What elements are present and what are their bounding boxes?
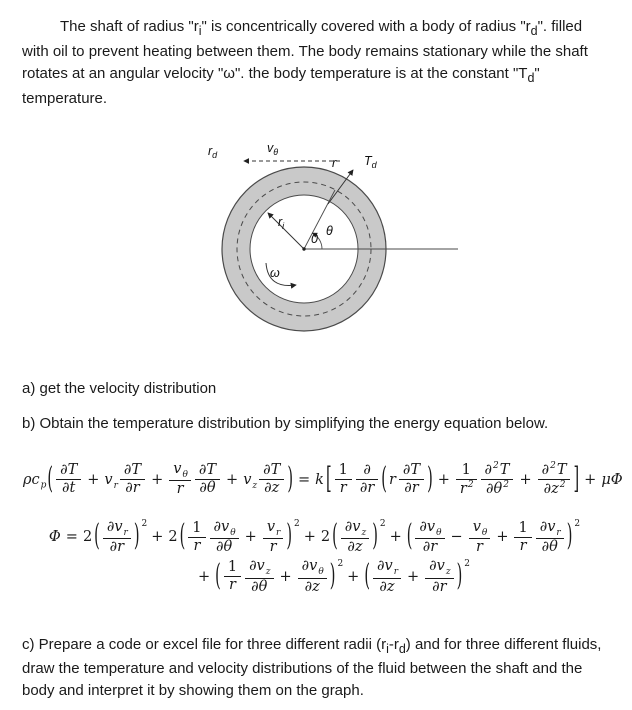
math-den (103, 539, 131, 556)
math-msub: θ (230, 527, 236, 538)
equation-energy (22, 461, 623, 499)
math-num (356, 462, 378, 480)
math-mop: + (437, 471, 450, 488)
math-msym: r (228, 577, 236, 594)
math-msym: ∂r (404, 480, 419, 497)
math-msym: ∂z (264, 480, 280, 497)
math-num (263, 519, 284, 539)
math-frac (356, 462, 378, 497)
math-msub: z (361, 527, 367, 538)
math-den (259, 480, 284, 497)
math-gsup: 2 (337, 558, 344, 569)
math-frac (103, 519, 131, 557)
math-ginner (186, 518, 285, 556)
math-msym: ∂v (213, 518, 230, 535)
math-msub: θ (436, 527, 442, 538)
math-den (195, 480, 220, 497)
math-frac (425, 558, 453, 596)
math-ginner (333, 461, 573, 498)
subscript: d (398, 641, 406, 656)
math-br: ) (566, 520, 573, 554)
text-run: -r (388, 635, 399, 653)
math-msub: θ (318, 567, 324, 578)
math-num (195, 462, 220, 480)
math-den (169, 481, 191, 498)
math-frac (373, 558, 401, 596)
math-msym: T (499, 462, 510, 479)
math-grpwrap (363, 558, 470, 596)
math-msym: ∂z (543, 481, 559, 498)
math-msym: ∂ (363, 462, 371, 479)
math-br: ( (364, 560, 370, 594)
math-frac (341, 519, 369, 557)
math-br: ) (133, 520, 140, 554)
intro-paragraph (22, 16, 606, 111)
math-msym: v (243, 471, 252, 488)
math-ginner (101, 518, 133, 556)
math-mop: + (407, 568, 420, 585)
math-gsup: 2 (464, 558, 470, 569)
math-msym: ∂v (106, 518, 123, 535)
math-mnum: 1 (227, 559, 238, 576)
math-msym: ∂T (60, 462, 78, 479)
math-mnum: 2 (320, 529, 331, 546)
part-c-text (22, 634, 606, 702)
label-ri: $r_i$ (278, 214, 285, 231)
math-br: ) (372, 520, 378, 554)
math-msub: r (123, 527, 128, 538)
math-num (188, 520, 205, 538)
math-msym: ρc (23, 471, 40, 488)
math-msym: ∂z (304, 578, 320, 595)
math-frac (263, 519, 284, 557)
math-den (263, 539, 284, 556)
math-msym: ∂θ (251, 578, 268, 595)
math-msub: r (393, 567, 398, 578)
math-msub: r (276, 527, 281, 538)
math-frac (298, 558, 327, 596)
math-gsup: 2 (379, 519, 386, 530)
subscript: i (386, 641, 389, 656)
math-mnum: 1 (192, 519, 202, 536)
math-msub: p (40, 480, 47, 491)
math-den (356, 480, 378, 497)
math-msym: ∂θ (215, 539, 233, 556)
math-num (514, 520, 531, 538)
math-den (188, 538, 205, 555)
math-mop: = (297, 471, 311, 488)
math-br: [ (325, 463, 332, 497)
subscript: d (527, 71, 535, 86)
math-grpwrap (214, 558, 343, 596)
math-mnum: 2 (168, 529, 178, 546)
math-ginner (54, 461, 286, 498)
math-frac (536, 519, 564, 557)
math-msup: 2 (559, 480, 566, 491)
math-num (373, 558, 401, 578)
math-den (456, 480, 477, 498)
math-msym: ∂r (125, 480, 140, 497)
math-msub: r (556, 527, 561, 538)
math-gsup: 2 (574, 519, 581, 530)
math-msub: θ (182, 469, 188, 480)
math-ginner (371, 558, 456, 595)
math-grpwrap (406, 519, 580, 557)
math-mnum: 1 (461, 461, 471, 478)
math-num (399, 462, 424, 480)
math-den (224, 577, 241, 594)
math-ginner (388, 462, 426, 497)
math-num (120, 462, 145, 480)
math-num (425, 558, 453, 578)
math-num (298, 558, 327, 578)
math-num (210, 519, 239, 539)
annulus-diagram (164, 123, 464, 351)
math-mop: + (519, 471, 532, 488)
center-point (302, 247, 305, 250)
math-msym: ∂ (541, 462, 550, 479)
label-zero: 0 (311, 231, 318, 246)
math-msup: 2 (493, 461, 499, 472)
math-msym: r (339, 480, 347, 497)
math-num (335, 462, 352, 480)
math-br: ) (427, 463, 433, 497)
math-grpwrap (325, 461, 580, 498)
math-frac (415, 519, 444, 557)
math-mop: + (151, 471, 164, 488)
math-msym: r (476, 539, 483, 556)
part-a-text: a) get the velocity distribution (22, 379, 217, 397)
math-mop: + (303, 529, 316, 546)
math-num (481, 461, 514, 480)
math-br: ( (332, 520, 338, 554)
math-frac (335, 462, 352, 497)
equation-dissipation-line2 (40, 558, 624, 596)
math-den (469, 539, 491, 556)
math-grpwrap (380, 462, 433, 497)
math-msym: r (459, 480, 467, 497)
math-msym: ∂ (484, 462, 493, 479)
math-num (103, 519, 131, 539)
subscript: d (530, 24, 538, 38)
math-msym: r (193, 537, 201, 554)
math-br: ] (573, 463, 580, 497)
math-msym: ∂z (379, 578, 395, 595)
math-msym: ∂v (539, 518, 556, 535)
math-mop: + (87, 471, 100, 488)
label-vtheta: $v_\theta$ (267, 140, 279, 157)
math-grpwrap (179, 519, 300, 557)
math-mnum: 1 (338, 462, 348, 479)
math-msym: ∂T (263, 462, 281, 479)
math-den (341, 539, 369, 556)
math-msym: ∂z (347, 539, 363, 556)
math-gsup: 2 (293, 519, 300, 530)
math-mnum: 1 (518, 519, 528, 536)
math-msym: ∂v (429, 558, 445, 575)
math-mop: + (584, 471, 597, 488)
math-ginner (413, 518, 565, 556)
math-den (335, 480, 352, 497)
math-mop: = (65, 529, 78, 546)
math-den (298, 579, 327, 596)
math-frac (120, 462, 145, 497)
math-mop: − (450, 529, 463, 546)
part-b-text: b) Obtain the temperature distribution by simplifying the energy equation below. (22, 415, 549, 433)
math-num (456, 462, 477, 480)
math-msub: r (113, 480, 118, 491)
math-msym: v (173, 461, 182, 477)
math-den (399, 480, 424, 497)
math-den (56, 480, 81, 497)
math-den (120, 480, 145, 497)
math-msym: ∂t (62, 480, 76, 497)
math-den (415, 539, 444, 556)
math-msym: ∂θ (541, 539, 558, 556)
math-br: ( (406, 520, 413, 554)
math-msym: T (556, 462, 567, 479)
math-frac (245, 558, 273, 596)
label-omega: ω (270, 265, 280, 280)
math-msym: k (315, 471, 324, 488)
math-msub: θ (481, 527, 488, 538)
math-ginner (339, 518, 371, 556)
label-td: $T_d$ (364, 153, 377, 170)
math-msym: ∂v (249, 558, 265, 575)
math-num (245, 558, 273, 578)
math-den (373, 579, 401, 596)
subscript: i (198, 24, 202, 38)
math-den (210, 539, 239, 556)
label-rd: $r_d$ (208, 143, 218, 160)
math-msub: z (252, 480, 258, 491)
math-msym: r (176, 481, 184, 498)
math-frac (56, 462, 81, 497)
math-mop: + (279, 568, 292, 585)
math-msup: 2 (550, 461, 556, 472)
math-num (224, 559, 241, 577)
math-frac (538, 461, 571, 498)
math-frac (399, 462, 424, 497)
text-run: " is concentrically covered with a body of radius "r (201, 18, 531, 35)
math-msub: z (265, 567, 271, 578)
math-msym: ∂v (301, 558, 318, 575)
math-mop: + (226, 471, 239, 488)
math-ginner (222, 558, 329, 595)
math-num (56, 462, 81, 480)
math-mnum: 2 (82, 529, 93, 546)
math-frac (169, 461, 191, 499)
math-num (415, 519, 444, 539)
math-br: ( (381, 463, 387, 497)
math-grpwrap (93, 519, 147, 557)
math-den (538, 480, 571, 498)
math-frac (195, 462, 220, 497)
math-msub: z (445, 567, 451, 578)
math-msym: v (266, 518, 276, 535)
math-br: ( (94, 520, 100, 554)
math-num (538, 461, 571, 480)
math-mop: + (198, 568, 211, 585)
math-msym: ∂θ (199, 480, 216, 497)
label-r: r (332, 155, 337, 170)
math-br: ) (287, 463, 293, 497)
math-num (259, 462, 284, 480)
math-msym: ∂r (432, 578, 447, 595)
figure-container (164, 123, 464, 356)
math-br: ) (329, 560, 336, 594)
math-msym: r (519, 537, 527, 554)
text-run: ". filled with oil to prevent heating between them. The body remains stationary while the shaft rotates at an angular velocity "ω". the body temperature is at the constant "T (22, 18, 588, 83)
math-mop: + (244, 529, 257, 546)
math-msym: Φ (48, 529, 61, 546)
math-msym: ∂T (123, 462, 142, 479)
math-num (341, 519, 369, 539)
math-frac (514, 520, 531, 555)
math-gsup: 2 (141, 519, 148, 530)
math-msup: 2 (467, 479, 474, 490)
math-frac (481, 461, 514, 498)
math-frac (188, 520, 205, 555)
text-run: c) Prepare a code or excel file for three different radii (r (22, 635, 387, 653)
math-msym: ∂r (359, 480, 375, 497)
math-msym: r (388, 471, 396, 488)
math-num (469, 519, 491, 539)
math-den (245, 579, 273, 596)
math-mop: + (347, 568, 360, 585)
math-br: ) (286, 520, 292, 554)
math-msym: v (472, 518, 481, 535)
math-mop: + (496, 529, 509, 546)
math-den (425, 579, 453, 596)
text-run: The shaft of radius "r (60, 18, 199, 35)
math-frac (469, 519, 491, 557)
math-msym: μΦ (601, 471, 623, 488)
math-den (514, 538, 531, 555)
math-msup: 2 (503, 480, 509, 491)
text-run: ) and for three different fluids, draw the temperature and velocity distributions of the fluid between the shaft and the body and interpret it by showing them on the graph. (22, 635, 602, 699)
math-grpwrap (331, 519, 386, 557)
math-frac (259, 462, 284, 497)
math-msym: r (269, 539, 277, 556)
math-den (481, 480, 514, 498)
math-msym: ∂T (198, 462, 217, 479)
label-theta: θ (326, 223, 333, 238)
math-mop: + (389, 529, 402, 546)
math-frac (224, 559, 241, 594)
text-run: " temperature. (22, 65, 540, 107)
math-num (169, 461, 191, 481)
math-msym: ∂v (344, 518, 361, 535)
math-den (536, 539, 564, 556)
math-br: ) (456, 560, 463, 594)
math-msym: v (104, 471, 113, 488)
math-num (536, 519, 564, 539)
math-br: ( (215, 560, 221, 594)
math-msym: ∂θ (486, 481, 503, 498)
math-msym: ∂r (422, 539, 438, 556)
math-msym: ∂v (419, 518, 436, 535)
math-frac (456, 462, 477, 498)
math-msym: ∂r (109, 539, 125, 556)
math-br: ( (179, 520, 186, 554)
equation-dissipation-line1 (22, 519, 606, 557)
math-msym: ∂T (402, 462, 421, 479)
math-msym: ∂v (377, 558, 393, 575)
math-frac (210, 519, 239, 557)
math-mop: + (151, 529, 164, 546)
math-br: ( (47, 463, 54, 497)
math-grpwrap (46, 461, 294, 499)
